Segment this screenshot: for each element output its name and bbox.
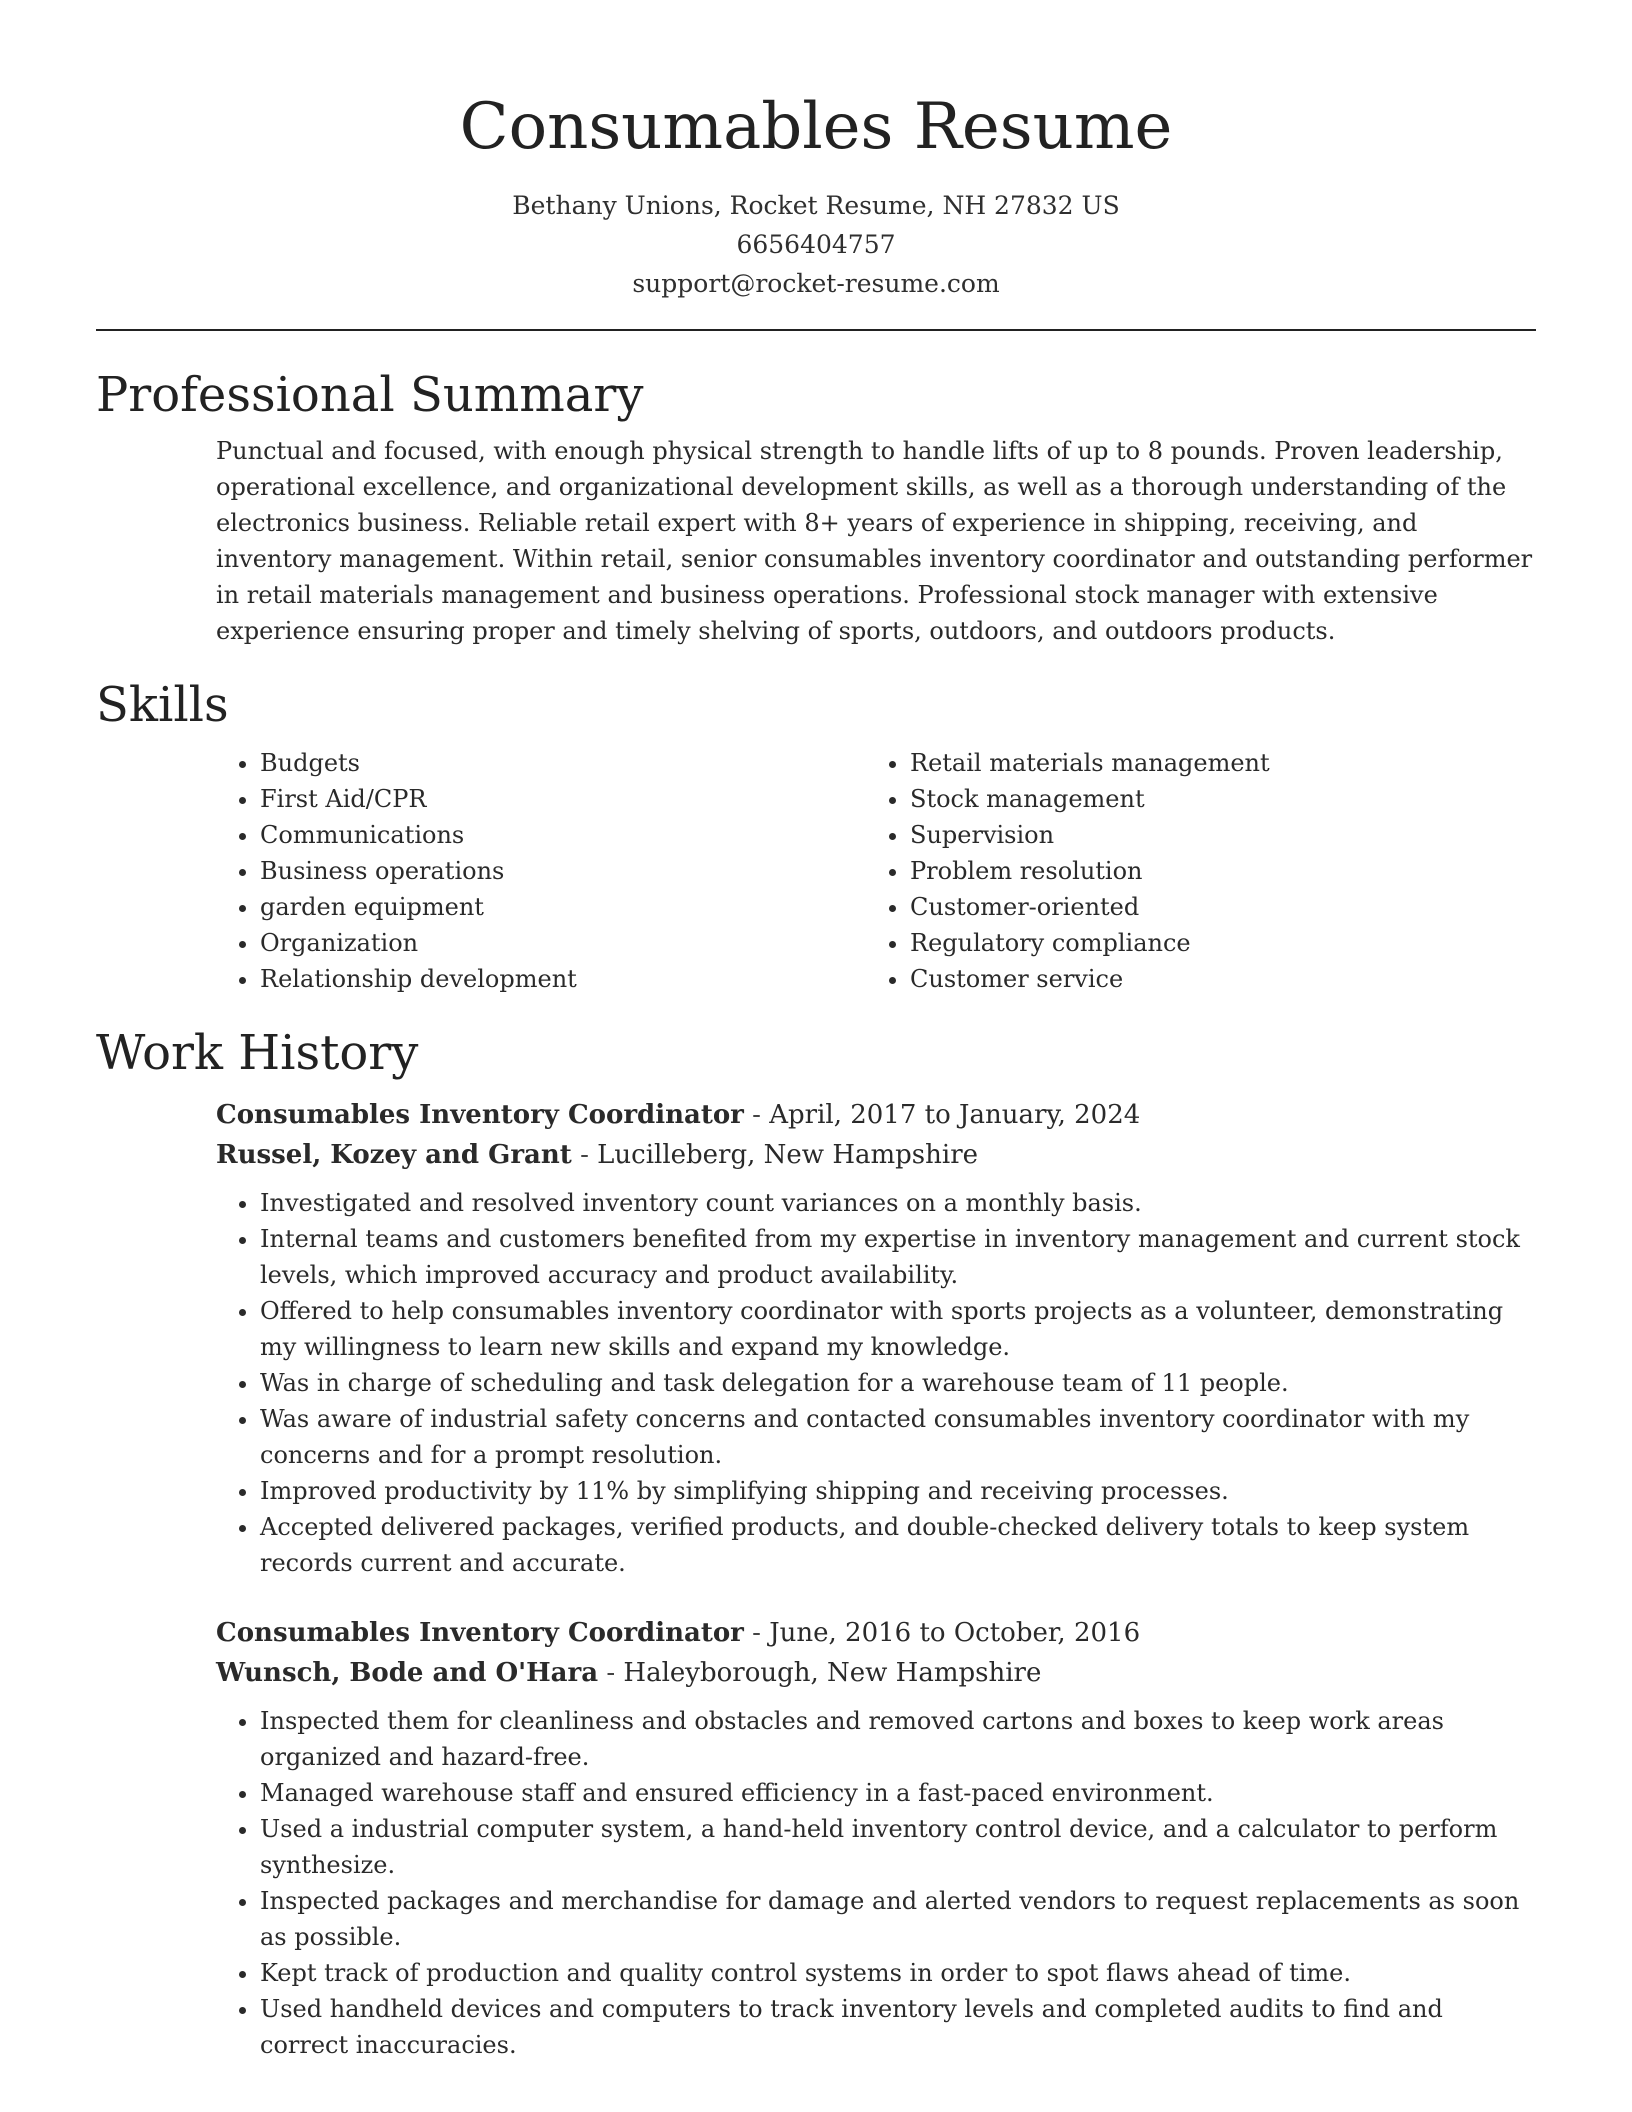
job-bullets	[216, 1185, 1536, 1581]
skills-heading: Skills	[96, 677, 229, 733]
separator: -	[580, 1140, 598, 1170]
job-location: Haleyborough, New Hampshire	[623, 1658, 1042, 1688]
job-title-line	[216, 1613, 1536, 1653]
job-location: Lucilleberg, New Hampshire	[597, 1140, 979, 1170]
job-bullet: • Was aware of industrial safety concerns and contacted consumables inventory coordinator with my concerns and for a prompt resolution.	[260, 1401, 1536, 1473]
skill-item: • Budgets	[260, 745, 866, 781]
skill-item: • Problem resolution	[910, 853, 1516, 889]
job-bullet: • Offered to help consumables inventory coordinator with sports projects as a volunteer, demonstrating my willingness to learn new skills and expand my knowledge.	[260, 1293, 1536, 1365]
job-bullets	[216, 1703, 1536, 2063]
job-bullet: • Investigated and resolved inventory count variances on a monthly basis.	[260, 1185, 1536, 1221]
contact-phone: 6656404757	[736, 230, 896, 259]
job-dates: April, 2017 to January, 2024	[769, 1100, 1141, 1130]
job-title-line	[216, 1095, 1536, 1135]
skill-item: • Stock management	[910, 781, 1516, 817]
job-bullet: • Improved productivity by 11% by simplifying shipping and receiving processes.	[260, 1473, 1536, 1509]
job-bullet: • Inspected them for cleanliness and obstacles and removed cartons and boxes to keep work areas organized and hazard-free.	[260, 1703, 1536, 1775]
job-bullet: • Was in charge of scheduling and task delegation for a warehouse team of 11 people.	[260, 1365, 1536, 1401]
header-divider	[96, 329, 1536, 331]
contact-address: Bethany Unions, Rocket Resume, NH 27832 US	[512, 191, 1120, 220]
contact-email: support@rocket-resume.com	[632, 269, 1000, 298]
job-entry	[216, 1613, 1536, 2063]
skill-item: • garden equipment	[260, 889, 866, 925]
job-bullet: • Kept track of production and quality control systems in order to spot flaws ahead of time.	[260, 1955, 1536, 1991]
job-bullet: • Inspected packages and merchandise for damage and alerted vendors to request replacements as soon as possible.	[260, 1883, 1536, 1955]
skills-column-left	[216, 745, 866, 997]
skills-column-right	[866, 745, 1516, 997]
skill-item: • Regulatory compliance	[910, 925, 1516, 961]
job-position: Consumables Inventory Coordinator	[216, 1618, 744, 1648]
skill-item: • First Aid/CPR	[260, 781, 866, 817]
resume-header	[96, 0, 1536, 303]
job-company: Wunsch, Bode and O'Hara	[216, 1658, 599, 1688]
job-dates: June, 2016 to October, 2016	[769, 1618, 1141, 1648]
skills-list	[216, 745, 1536, 997]
skill-item: • Customer-oriented	[910, 889, 1516, 925]
job-entry	[216, 1095, 1536, 1581]
skill-item: • Relationship development	[260, 961, 866, 997]
summary-heading: Professional Summary	[96, 367, 644, 423]
job-company-line	[216, 1135, 1536, 1175]
skill-item: • Business operations	[260, 853, 866, 889]
job-company: Russel, Kozey and Grant	[216, 1140, 572, 1170]
job-position: Consumables Inventory Coordinator	[216, 1100, 744, 1130]
skill-item: • Communications	[260, 817, 866, 853]
skill-item: • Organization	[260, 925, 866, 961]
separator: -	[752, 1100, 770, 1130]
job-bullet: • Used a industrial computer system, a hand-held inventory control device, and a calculator to perform synthesize.	[260, 1811, 1536, 1883]
skill-item: • Supervision	[910, 817, 1516, 853]
work-history-heading: Work History	[96, 1025, 419, 1081]
contact-block	[96, 186, 1536, 303]
resume-title: Consumables Resume	[459, 90, 1173, 164]
job-company-line	[216, 1653, 1536, 1693]
separator: -	[752, 1618, 770, 1648]
summary-text: Punctual and focused, with enough physical strength to handle lifts of up to 8 pounds. Proven leadership, operational excellence, and organizational development skills, as well as a thorough understanding of the electronics business. Reliable retail expert with 8+ years of experience in shipping, receiving, and inventory management. Within retail, senior consumables inventory coordinator and outstanding performer in retail materials management and business operations. Professional stock manager with extensive experience ensuring proper and timely shelving of sports, outdoors, and outdoors products.	[216, 437, 1533, 645]
job-bullet: • Accepted delivered packages, verified products, and double-checked delivery totals to keep system records current and accurate.	[260, 1509, 1536, 1581]
skill-item: • Retail materials management	[910, 745, 1516, 781]
job-bullet: • Managed warehouse staff and ensured efficiency in a fast-paced environment.	[260, 1775, 1536, 1811]
job-bullet: • Used handheld devices and computers to track inventory levels and completed audits to find and correct inaccuracies.	[260, 1991, 1536, 2063]
job-bullet: • Internal teams and customers benefited from my expertise in inventory management and current stock levels, which improved accuracy and product availability.	[260, 1221, 1536, 1293]
skill-item: • Customer service	[910, 961, 1516, 997]
separator: -	[606, 1658, 624, 1688]
